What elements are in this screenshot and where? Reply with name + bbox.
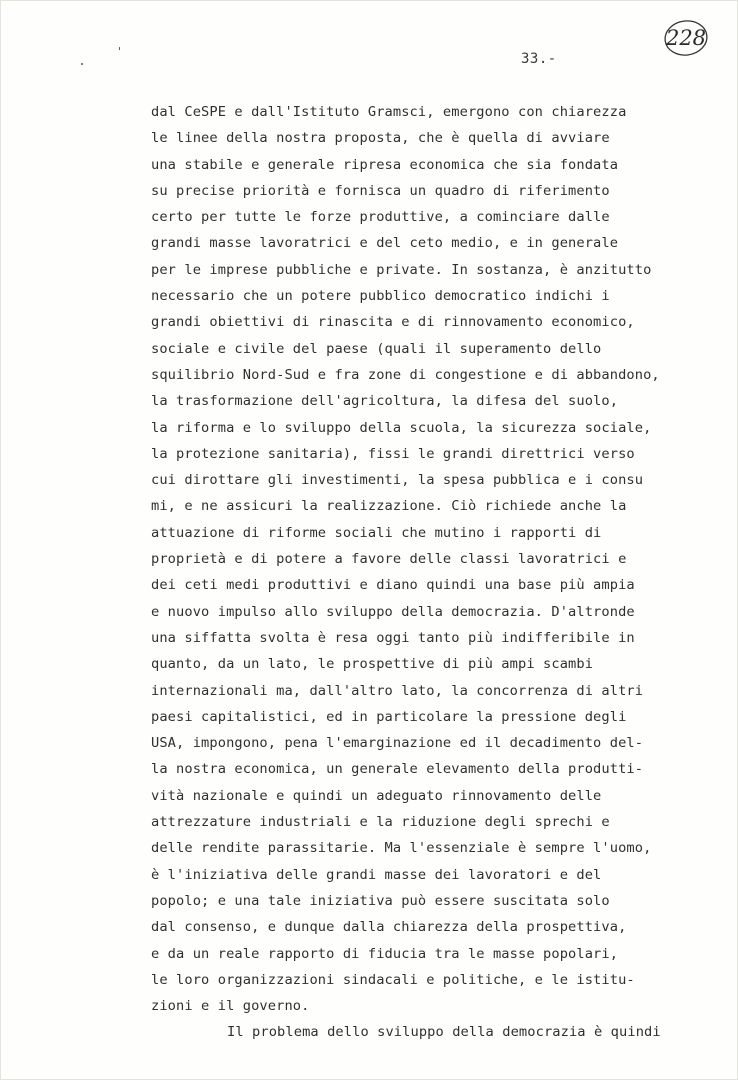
text-line: zioni e il governo. xyxy=(151,998,310,1015)
text-line: grandi masse lavoratrici e del ceto medio, e in generale xyxy=(151,235,619,252)
text-line: attuazione di riforme sociali che mutino i rapporti di xyxy=(151,524,602,541)
text-line: cui dirottare gli investimenti, la spesa pubblica e i consu xyxy=(151,472,644,489)
text-line: la nostra economica, un generale elevamento della produtti- xyxy=(151,761,644,778)
text-line: proprietà e di potere a favore delle classi lavoratrici e xyxy=(151,551,627,568)
text-line: le loro organizzazioni sindacali e politiche, e le istitu- xyxy=(151,971,635,988)
text-line: USA, impongono, pena l'emarginazione ed il decadimento del- xyxy=(151,735,644,752)
text-line: sociale e civile del paese (quali il superamento dello xyxy=(151,340,602,357)
text-line: la protezione sanitaria), fissi le grandi direttrici verso xyxy=(151,445,635,462)
text-line: una siffatta svolta è resa oggi tanto più indifferibile in xyxy=(151,629,635,646)
text-line: mi, e ne assicuri la realizzazione. Ciò richiede anche la xyxy=(151,498,627,515)
text-line: una stabile e generale ripresa economica che sia fondata xyxy=(151,156,619,173)
text-line: per le imprese pubbliche e private. In sostanza, è anzitutto xyxy=(151,261,652,278)
text-line: e nuovo impulso allo sviluppo della democrazia. D'altronde xyxy=(151,603,635,620)
text-line: dal consenso, e dunque dalla chiarezza della prospettiva, xyxy=(151,919,627,936)
text-line: dal CeSPE e dall'Istituto Gramsci, emergono con chiarezza xyxy=(151,104,627,120)
text-line: necessario che un potere pubblico democratico indichi i xyxy=(151,288,610,305)
text-line: popolo; e una tale iniziativa può essere suscitata solo xyxy=(151,892,610,909)
text-line: paesi capitalistici, ed in particolare la pressione degli xyxy=(151,708,627,725)
text-line: vità nazionale e quindi un adeguato rinnovamento delle xyxy=(151,787,602,804)
archive-number-text: 228 xyxy=(665,26,707,50)
text-line: quanto, da un lato, le prospettive di più ampi scambi xyxy=(151,656,594,673)
paper-speck xyxy=(119,47,120,50)
text-line: attrezzature industriali e la riduzione degli sprechi e xyxy=(151,814,610,831)
paper-speck xyxy=(81,63,83,65)
text-line: è l'iniziativa delle grandi masse dei lavoratori e del xyxy=(151,866,602,883)
paragraph-start-line: Il problema dello sviluppo della democrazia è quindi xyxy=(227,1024,661,1041)
text-line: grandi obiettivi di rinascita e di rinnovamento economico, xyxy=(151,314,635,331)
page-number: 33.- xyxy=(521,51,557,67)
text-line: su precise priorità e fornisca un quadro di riferimento xyxy=(151,182,610,199)
typed-body-text xyxy=(151,99,721,1046)
text-line: la trasformazione dell'agricoltura, la difesa del suolo, xyxy=(151,393,619,410)
text-line: certo per tutte le forze produttive, a cominciare dalle xyxy=(151,209,610,226)
archive-number-stamp xyxy=(663,18,709,58)
text-line: la riforma e lo sviluppo della scuola, la sicurezza sociale, xyxy=(151,419,652,436)
text-line: squilibrio Nord-Sud e fra zone di congestione e di abbandono, xyxy=(151,366,660,383)
text-line: delle rendite parassitarie. Ma l'essenziale è sempre l'uomo, xyxy=(151,840,652,857)
text-line: e da un reale rapporto di fiducia tra le masse popolari, xyxy=(151,945,619,962)
text-line: dei ceti medi produttivi e diano quindi una base più ampia xyxy=(151,577,635,594)
text-line: le linee della nostra proposta, che è quella di avviare xyxy=(151,130,610,147)
text-line: internazionali ma, dall'altro lato, la concorrenza di altri xyxy=(151,682,644,699)
